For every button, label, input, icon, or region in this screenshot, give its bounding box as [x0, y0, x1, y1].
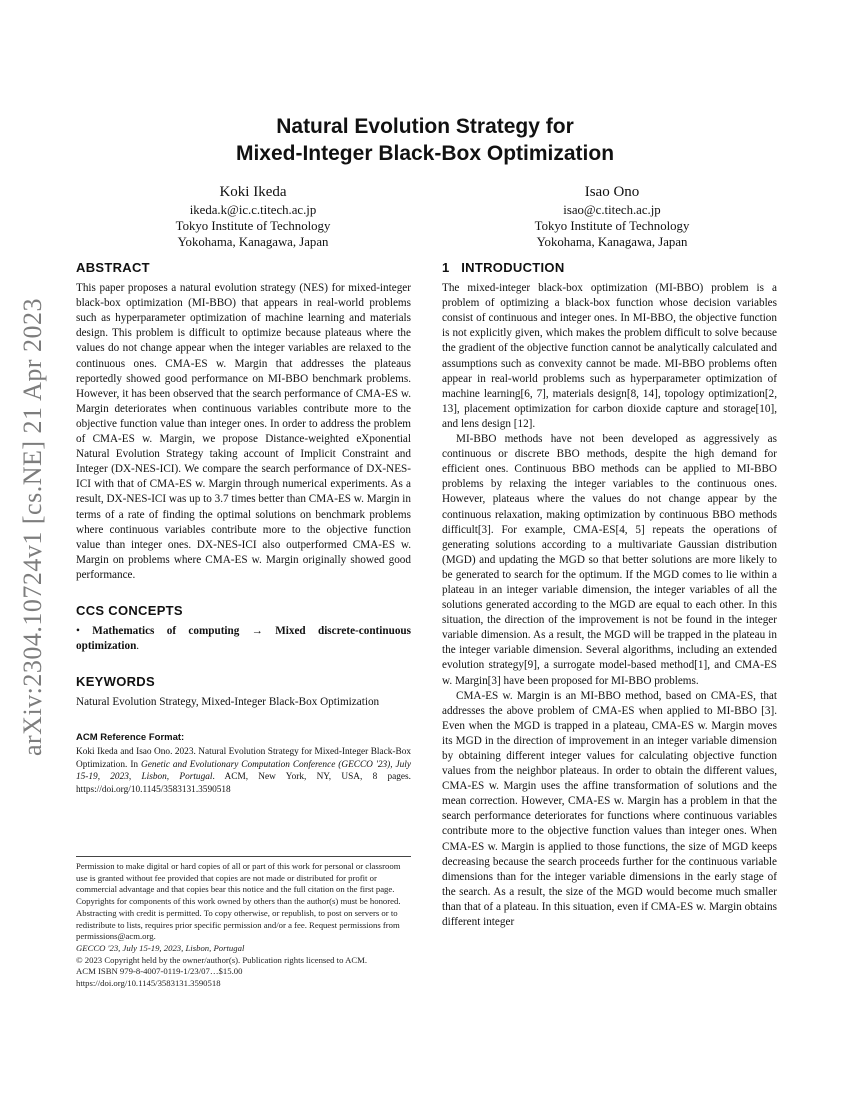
copyright-footnote: [76, 856, 411, 990]
left-column: [76, 260, 411, 796]
keywords-text: Natural Evolution Strategy, Mixed-Integer Black-Box Optimization: [76, 696, 380, 709]
author-institution: Tokyo Institute of Technology: [534, 219, 690, 233]
author-block: [103, 182, 403, 250]
abstract-heading: ABSTRACT: [76, 260, 150, 275]
author-institution: Tokyo Institute of Technology: [175, 219, 331, 233]
author-email[interactable]: isao@c.titech.ac.jp: [563, 203, 661, 217]
arxiv-stamp: [10, 292, 56, 762]
author-location: Yokohama, Kanagawa, Japan: [177, 235, 329, 249]
acm-reference-heading: ACM Reference Format:: [76, 732, 185, 744]
title-line-2: Mixed-Integer Black-Box Optimization: [235, 142, 615, 165]
title-line-1: Natural Evolution Strategy for: [276, 115, 574, 138]
arxiv-id: arXiv:2304.10724v1 [cs.NE] 21 Apr 2023: [18, 297, 47, 757]
bullet: •: [76, 625, 80, 638]
author-email[interactable]: ikeda.k@ic.c.titech.ac.jp: [189, 203, 317, 217]
paper-title: [0, 113, 850, 167]
ccs-heading: CCS CONCEPTS: [76, 602, 183, 618]
author-name: Isao Ono: [584, 184, 640, 200]
author-location: Yokohama, Kanagawa, Japan: [536, 235, 688, 249]
ccs-section: [76, 603, 411, 654]
right-column: [442, 260, 777, 930]
acm-reference-part2: . ACM, New York, NY, USA, 8 pages. https://doi.org/10.1145/3583131.3590518: [76, 772, 411, 795]
ccs-concepts: [76, 624, 411, 654]
conference-text: GECCO '23, July 15-19, 2023, Lisbon, Portugal: [76, 942, 245, 953]
conference-line: [76, 943, 411, 955]
intro-paragraph: MI-BBO methods have not been developed as aggressively as continuous or discrete BBO methods, despite the high demand for efficient ones. Continuous BBO methods can be applied to MI-BBO problems by relaxing the integer variables to the continuous ones. However, plateaus where the values do not change appear by the continuous relaxation, making optimization by continuous BBO methods difficult[3]. For example, CMA-ES[4, 5] repeats the operations of generating solutions according to a multivariate Gaussian distribution (MGD) and updating the MGD so that better solutions are more likely to be generated to search for the optimum. If the MGD comes to lie within a plateau in an integer variable dimension, the integer variables of all the solutions generated according to the MGD are equal to each other. In this situation, the direction of the improvement is not be found in the integer variable dimension. As a result, the MGD will be trapped in the plateau in the integer variable dimension. Several algorithms, including an extended evolution strategy[9], a surrogate model-based method[1], and CMA-ES w. Margin[3] have been proposed for MI-BBO problems.: [442, 433, 777, 687]
intro-paragraph: The mixed-integer black-box optimization (MI-BBO) problem is a problem of optimizing a black-box function whose decision variables consist of continuous and integer ones. In MI-BBO, the objective function is not explicitly given, which makes the problem difficult to solve because the gradient of the objective function cannot be analytically calculated and assumptions such as convexity cannot be made. MI-BBO problems often appear in real-world problems such as hyperparameter optimization of machine learning[6, 7], materials design[8, 14], topology optimization[2, 13], placement optimization for carbon dioxide capture and storage[10], and lens design [12].: [442, 282, 777, 430]
copyright-line: © 2023 Copyright held by the owner/author(s). Publication rights licensed to ACM.: [76, 954, 368, 965]
permission-notice: Permission to make digital or hard copies of all or part of this work for personal or classroom use is granted without fee provided that copies are not made or distributed for profit or commercial advantage and that copies bear this notice and the full citation on the first page. Copyrights for components of this work owned by others than the author(s) must be honored. Abstracting with credit is permitted. To copy otherwise, or republish, to post on servers or to redistribute to lists, requires prior specific permission and/or a fee. Request permissions from permissions@acm.org.: [76, 861, 401, 942]
author-name: Koki Ikeda: [219, 184, 287, 200]
acm-reference-venue: Genetic and Evolutionary Computation Conference (GECCO '23), July 15-19, 2023, Lisbon, Portugal: [76, 759, 411, 783]
abstract-section: [76, 260, 411, 583]
doi-line[interactable]: https://doi.org/10.1145/3583131.3590518: [76, 978, 221, 989]
acm-reference-text: [76, 746, 411, 796]
ccs-concept: Mathematics of computing → Mixed discrete-continuous optimization: [76, 625, 412, 653]
keywords-heading: KEYWORDS: [76, 674, 155, 690]
isbn-line: ACM ISBN 979-8-4007-0119-1/23/07…$15.00: [76, 966, 243, 977]
ccs-period: .: [136, 640, 140, 653]
keywords-section: [76, 674, 411, 710]
abstract-text: This paper proposes a natural evolution strategy (NES) for mixed-integer black-box optimization (MI-BBO) that appears in real-world problems such as hyperparameter optimization of machine learning and materials design. This problem is difficult to optimize because plateaus where the values do not change appear when the integer variables are relaxed to the continuous ones. CMA-ES w. Margin that addresses the plateaus reportedly showed good performance on MI-BBO benchmark problems. However, it has been observed that the search performance of CMA-ES w. Margin deteriorates when continuous variables contribute more to the objective function value than integer ones. In order to address the problem of CMA-ES w. Margin, we propose Distance-weighted eXponential Natural Evolution Strategy taking account of Implicit Constraint and Integer (DX-NES-ICI). We compare the search performance of DX-NES-ICI with that of CMA-ES w. Margin through numerical experiments. As a result, DX-NES-ICI was up to 3.7 times better than CMA-ES w. Margin in terms of a rate of finding the optimal solutions on benchmark problems where continuous variables contribute more to the objective function value than integer ones. DX-NES-ICI also outperformed CMA-ES w. Margin on problems where CMA-ES w. Margin originally showed good performance.: [76, 282, 411, 581]
intro-paragraph: CMA-ES w. Margin is an MI-BBO method, based on CMA-ES, that addresses the above problem of CMA-ES when applied to MI-BBO [3]. Even when the MGD is trapped in a plateau, CMA-ES w. Margin moves its MGD in the direction of improvement in an integer variable dimension by obtaining different integer values for calculating objective function values from the neighbor plateaus. In order to obtain the different values, CMA-ES w. Margin uses the affine transformation of solutions and the mean correction. However, CMA-ES w. Margin has a problem in that the search performance deteriorates for functions where continuous variables contribute more to the objective function values than integer ones. When CMA-ES w. Margin is applied to those functions, the size of MGD keeps decreasing because the search proceeds further for the continuous variable dimensions than for the integer variable dimensions in the early stage of the search. As a result, the size of the MGD would become much smaller than that of a plateau. In this situation, even if CMA-ES w. Margin obtains different integer: [442, 689, 777, 929]
introduction-heading: 1 INTRODUCTION: [442, 260, 565, 275]
acm-reference-part1: Koki Ikeda and Isao Ono. 2023. Natural Evolution Strategy for Mixed-Integer Black-Box Optimization. In: [76, 747, 411, 770]
author-block: [462, 182, 762, 250]
acm-reference: [76, 732, 411, 796]
